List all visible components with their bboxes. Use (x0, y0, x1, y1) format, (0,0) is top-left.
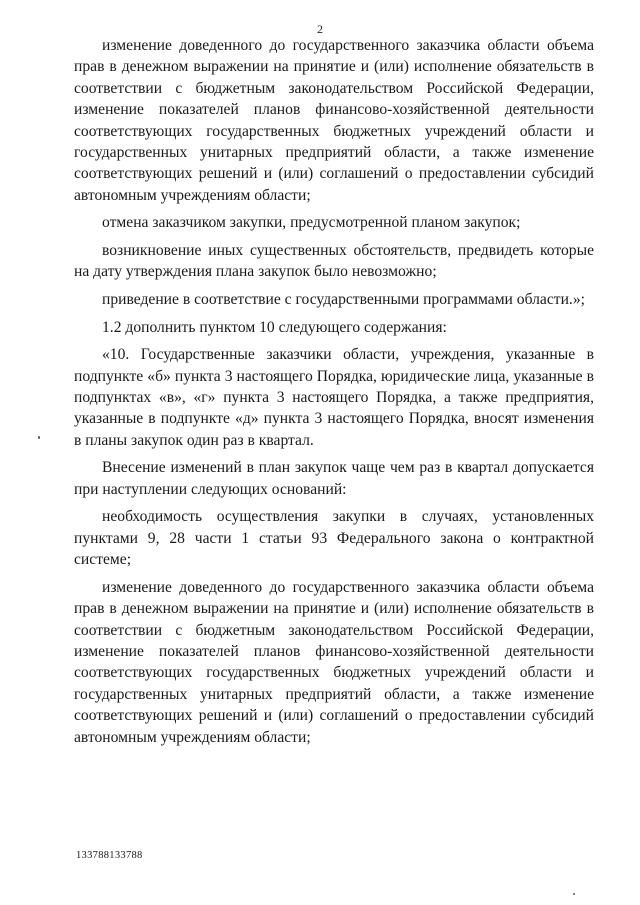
paragraph: 1.2 дополнить пунктом 10 следующего содержания: (102, 318, 447, 336)
page-number: 2 (317, 22, 323, 36)
paragraph: изменение доведенного до государственного заказчика области объема прав в денежном выражении на принятие и (или) исполнение обязательств в соответствии с бюджетным законодательством Российской Федерации, изменение показателей планов финансово-хозяйственной деятельности соответствующих государственных бюджетных учреждений области и государственных унитарных предприятий области, а также изменение соответствующих решений и (или) соглашений о предоставлении субсидий автономным учреждениям области; (74, 37, 594, 204)
scan-speck (573, 893, 575, 895)
paragraph: изменение доведенного до государственного заказчика области объема прав в денежном выражении на принятие и (или) исполнение обязательств в соответствии с бюджетным законодательством Российской Федерации, изменение показателей планов финансово-хозяйственной деятельности соответствующих государственных бюджетных учреждений области и государственных унитарных предприятий области, а также изменение соответствующих решений и (или) соглашений о предоставлении субсидий автономным учреждениям области; (74, 578, 594, 746)
paragraph: Внесение изменений в план закупок чаще чем раз в квартал допускается при наступлении следующих оснований: (74, 459, 594, 498)
paragraph: приведение в соответствие с государственными программами области.»; (102, 291, 585, 309)
paragraph: отмена заказчиком закупки, предусмотренной планом закупок; (102, 214, 521, 232)
document-body (74, 35, 594, 754)
paragraph: возникновение иных существенных обстоятельств, предвидеть которые на дату утверждения плана закупок было невозможно; (74, 242, 594, 281)
scan-speck (38, 436, 40, 439)
document-barcode-number: 133788133788 (76, 850, 143, 861)
paragraph: необходимость осуществления закупки в случаях, установленных пунктами 9, 28 части 1 статьи 93 Федерального закона о контрактной системе; (74, 508, 594, 569)
paragraph: «10. Государственные заказчики области, учреждения, указанные в подпункте «б» пункта 3 настоящего Порядка, юридические лица, указанные в подпунктах «в», «г» пункта 3 настоящего Порядка, а также предприятия, указанные в подпункте «д» пункта 3 настоящего Порядка, вносят изменения в планы закупок один раз в квартал. (74, 346, 594, 449)
